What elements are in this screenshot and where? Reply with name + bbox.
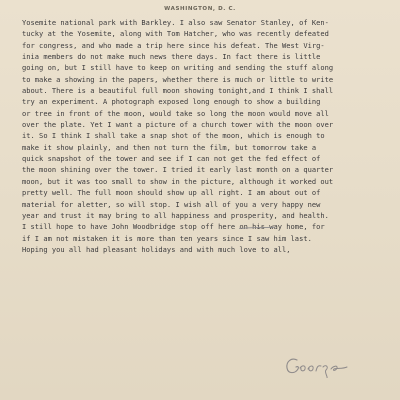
letter-line: Yosemite national park with Barkley. I also saw Senator Stanley, of Ken-	[22, 18, 329, 27]
handwritten-signature	[283, 352, 353, 378]
pencil-underline-mark	[238, 226, 276, 230]
letterhead-top-rule	[0, 0, 400, 5]
letter-line: quick snapshot of the tower and see if I can not get the fed effect of	[22, 154, 321, 164]
letter-line: or tree in front of the moon, would take so long the moon would move all	[22, 108, 329, 118]
letter-line: to make a showing in the papers, whether there is much or little to write	[22, 74, 334, 84]
letter-line: year and trust it may bring to all happiness and prosperity, and health.	[22, 210, 329, 220]
letter-line: tucky at the Yosemite, along with Tom Hatcher, who was recently defeated	[22, 29, 329, 39]
letter-line: try an experiment. A photograph exposed long enough to show a building	[22, 97, 321, 107]
letter-line: inia members do not make much news there days. In fact there is little	[22, 52, 321, 62]
letter-line: pretty well. The full moon should show up all right. I am about out of	[22, 188, 321, 198]
letter-line: I still hope to have John Woodbridge stop off here on his way home, for	[22, 222, 325, 232]
letter-line: about. There is a beautiful full moon showing tonight,and I think I shall	[22, 86, 334, 96]
letterhead	[0, 0, 400, 13]
letter-line: over the plate. Yet I want a picture of a church tower with the moon over	[22, 120, 334, 130]
letter-body	[22, 17, 394, 255]
letter-line: make it show plainly, and then not turn the film, but tomorrow take a	[22, 142, 317, 152]
letter-line: it. So I think I shall take a snap shot of the moon, which is enough to	[22, 131, 325, 141]
letterhead-city: WASHINGTON, D. C.	[164, 6, 236, 12]
letter-line: if I am not mistaken it is more than ten years since I saw him last.	[22, 233, 312, 243]
letter-line: for congress, and who made a trip here since his defeat. The West Virg-	[22, 40, 325, 50]
letter-line: moon, but it was too small to show in the picture, although it worked out	[22, 176, 334, 186]
letter-line: Hoping you all had pleasant holidays and with much love to all,	[22, 244, 291, 254]
letter-line: material for aletter, so will stop. I wish all of you a very happy new	[22, 199, 321, 209]
letter-line: going on, but I still have to keep on writing and sending the stuff along	[22, 63, 334, 73]
letter-line: the moon shining over the tower. I tried it early last month on a quarter	[22, 165, 334, 175]
